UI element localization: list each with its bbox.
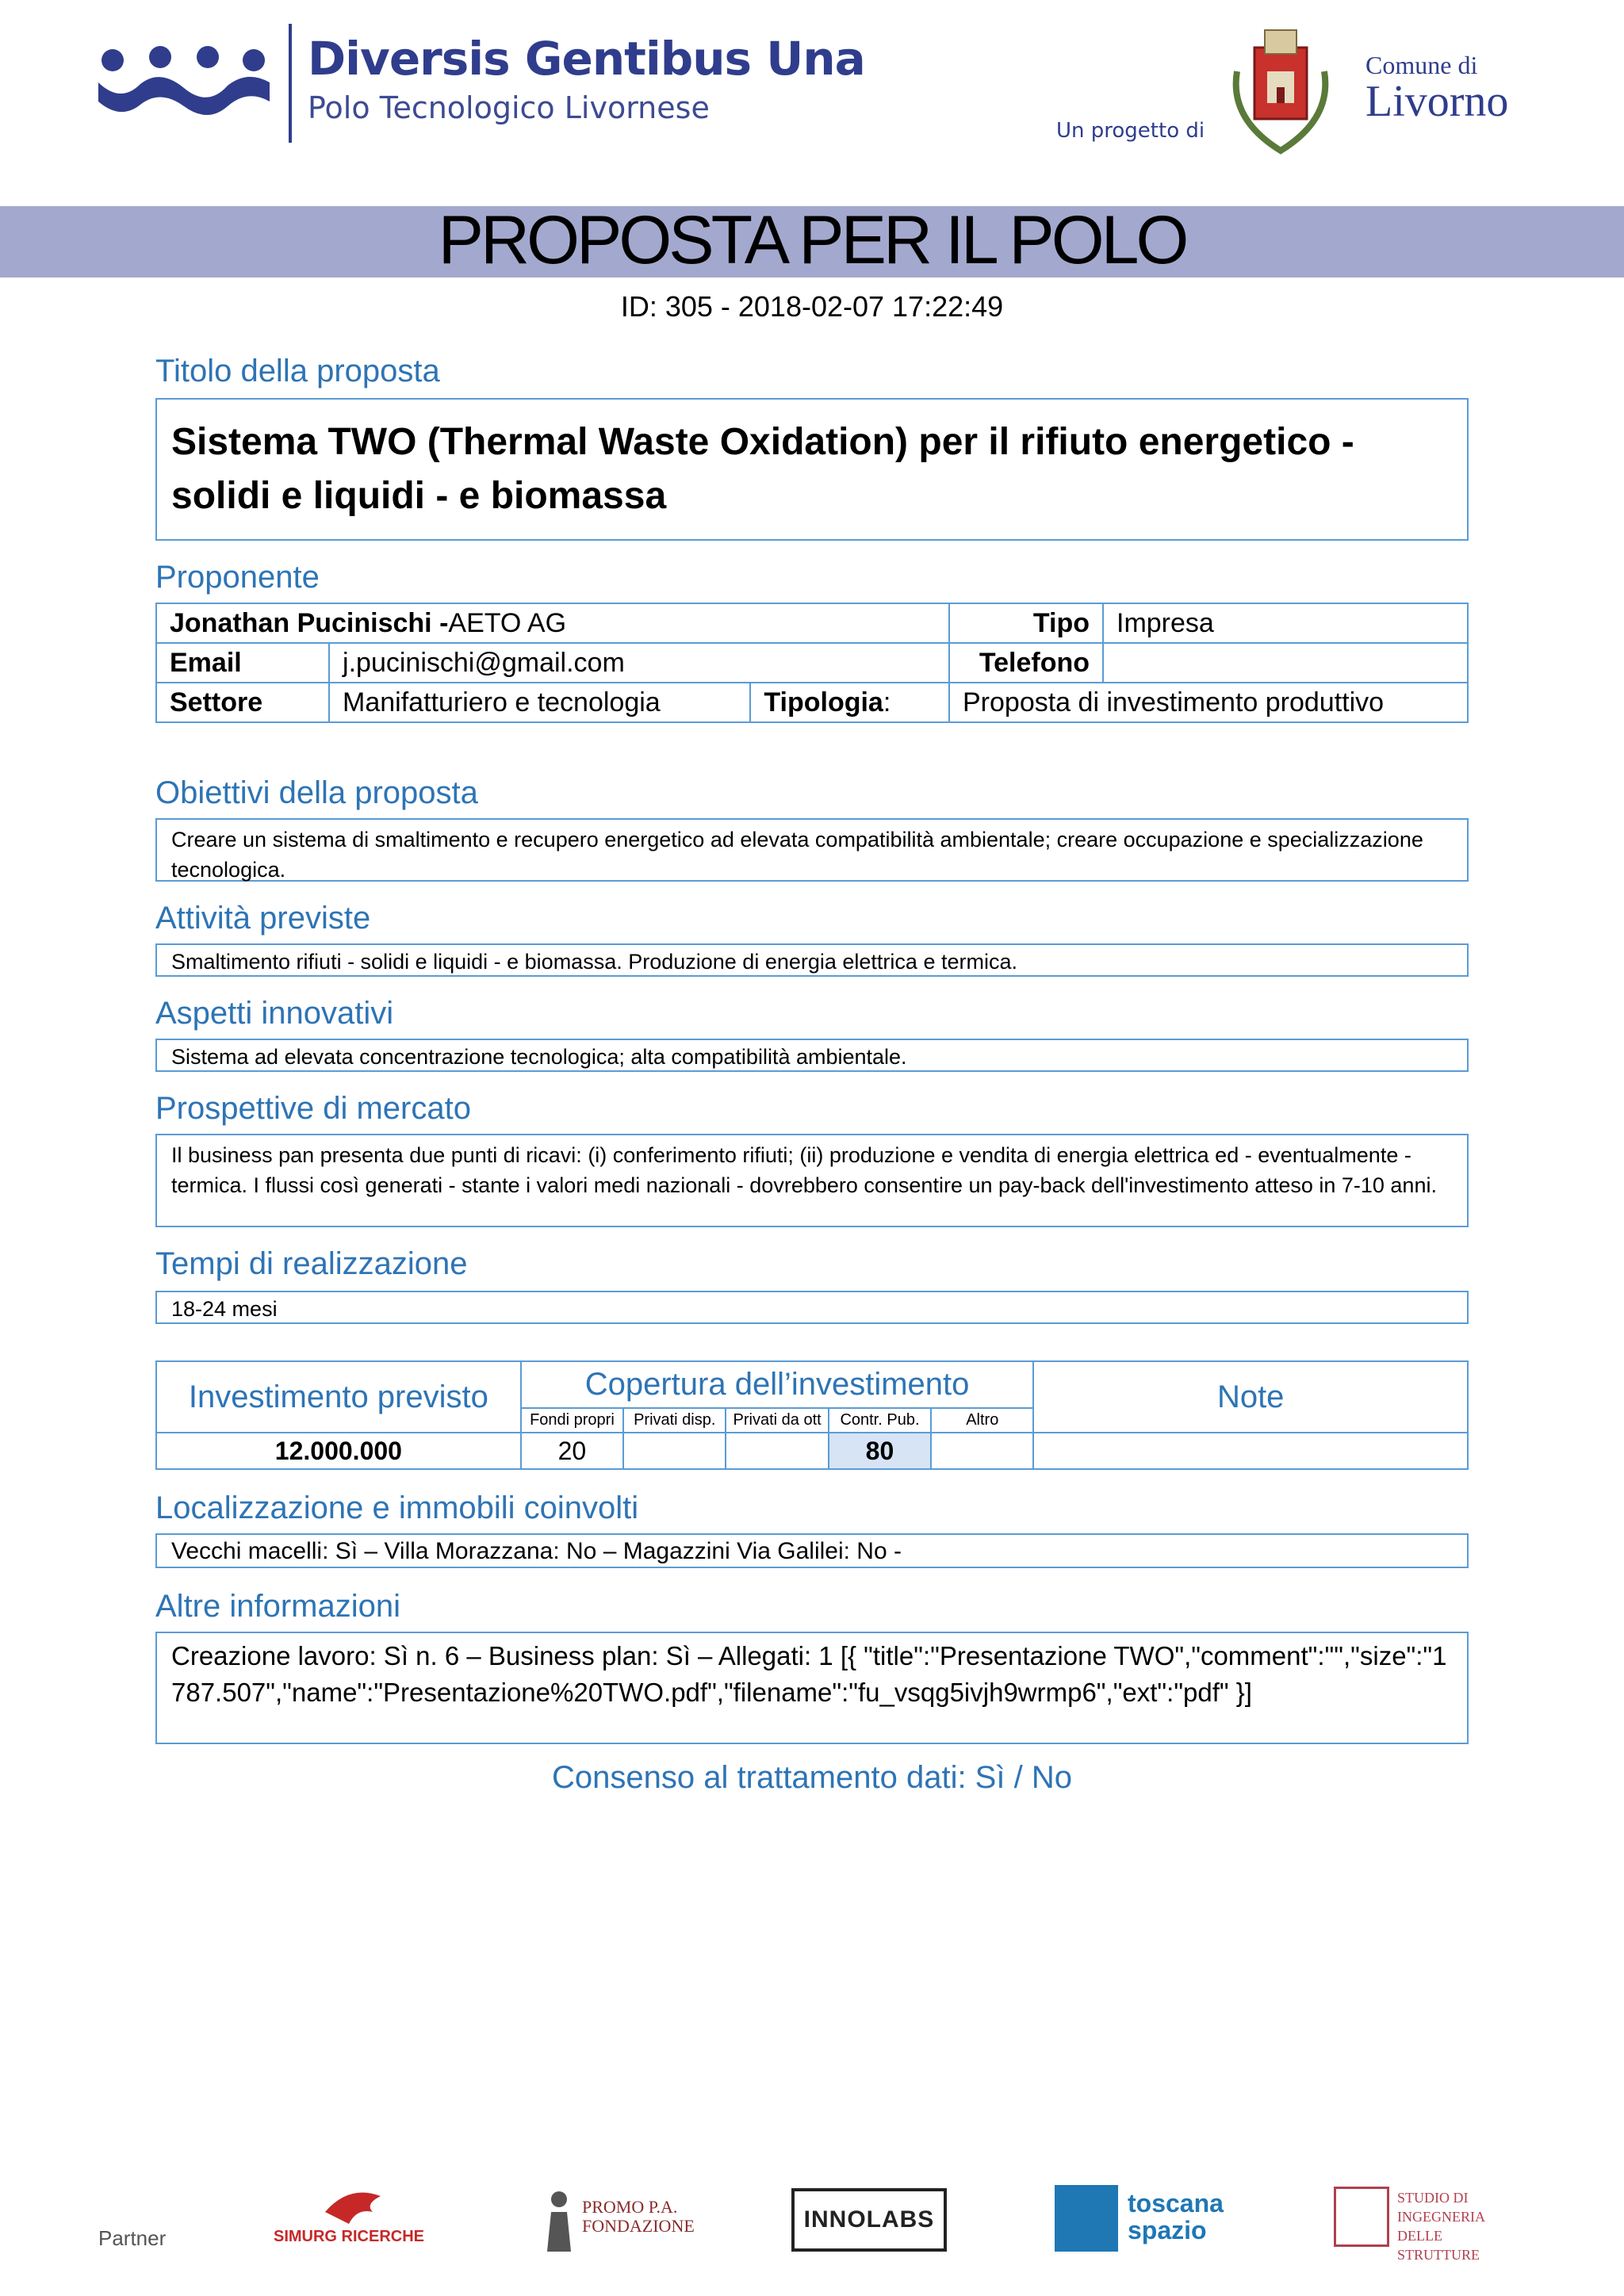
tipo-label: Tipo (949, 603, 1103, 643)
brand-title: Diversis Gentibus Una (308, 32, 865, 86)
value-fondi-propri: 20 (521, 1433, 623, 1469)
partner-label: Partner (98, 2226, 167, 2250)
consenso-line: Consenso al trattamento dati: Sì / No (552, 1760, 1072, 1795)
page-title: PROPOSTA PER IL POLO (438, 202, 1186, 278)
proposal-id: ID: 305 - 2018-02-07 17:22:49 (620, 290, 1004, 323)
tempi-box (155, 1291, 1469, 1324)
col-fondi-propri: Fondi propri (521, 1408, 623, 1433)
col-privati-disp: Privati disp. (623, 1408, 726, 1433)
telefono-value (1103, 643, 1468, 683)
section-heading-aspetti: Aspetti innovativi (155, 996, 394, 1031)
studio-ingegneria-logo (1334, 2180, 1524, 2263)
localizzazione-box (155, 1533, 1469, 1568)
investimento-table (155, 1360, 1469, 1470)
studio-ingegneria-text: STUDIO DI INGEGNERIA DELLE STRUTTURE (1397, 2190, 1484, 2263)
aspetti-text: Sistema ad elevata concentrazione tecnologica; alta compatibilità ambientale. (171, 1045, 907, 1069)
section-heading-localizzazione: Localizzazione e immobili coinvolti (155, 1490, 639, 1525)
promopa-logo (531, 2180, 695, 2260)
value-privati-da-ott (726, 1433, 828, 1469)
copertura-label: Copertura dell’investimento (521, 1361, 1034, 1408)
altre-text: Creazione lavoro: Sì n. 6 – Business plan: Sì – Allegati: 1 [{ "title":"Presentazione TWO","comment":"","size":"1787.507","name":"Presentazione%20TWO.pdf","filename":"fu_vsqg5ivjh9wrmp6","ext":"pdf" }] (171, 1641, 1447, 1707)
proponente-name-cell (156, 603, 949, 643)
brand-subtitle: Polo Tecnologico Livornese (308, 90, 710, 125)
tempi-text: 18-24 mesi (171, 1297, 278, 1321)
titolo-box (155, 398, 1469, 541)
tipologia-label: Tipologia (764, 687, 883, 718)
col-altro: Altro (931, 1408, 1033, 1433)
altre-box (155, 1632, 1469, 1744)
aspetti-box (155, 1039, 1469, 1072)
tipo-value: Impresa (1103, 603, 1468, 643)
innolabs-logo (791, 2188, 947, 2252)
note-value (1033, 1433, 1468, 1469)
simurg-logo-text: SIMURG RICERCHE (273, 2228, 424, 2245)
proposal-title: Sistema TWO (Thermal Waste Oxidation) per il rifiuto energetico - solidi e liquidi - e biomassa (171, 421, 1354, 517)
obiettivi-text: Creare un sistema di smaltimento e recupero energetico ad elevata compatibilità ambientale; creare occupazione e specializzazione tecnologica. (171, 828, 1423, 882)
simurg-bird-icon (270, 2180, 428, 2260)
col-contr-pub: Contr. Pub. (829, 1408, 931, 1433)
col-privati-da-ott: Privati da ott (726, 1408, 828, 1433)
tipologia-colon: : (883, 687, 891, 718)
studio-ingegneria-icon (1334, 2187, 1389, 2247)
email-label: Email (156, 643, 329, 683)
localizzazione-text: Vecchi macelli: Sì – Villa Morazzana: No – Magazzini Via Galilei: No - (171, 1538, 902, 1564)
value-altro (931, 1433, 1033, 1469)
prospettive-text: Il business pan presenta due punti di ricavi: (i) conferimento rifiuti; (ii) produzione e vendita di energia elettrica ed - eventualmente - termica. I flussi così generati - stante i valori medi nazionali - dovrebbero consentire un pay-back dell'investimento atteso in 7-10 anni. (171, 1143, 1437, 1197)
innolabs-logo-text: INNOLABS (803, 2206, 935, 2233)
note-label: Note (1033, 1361, 1468, 1433)
settore-label: Settore (156, 683, 329, 722)
proponente-company: AETO AG (448, 608, 567, 638)
tipologia-value: Proposta di investimento produttivo (949, 683, 1468, 722)
promopa-figure-icon (539, 2188, 579, 2252)
email-value: j.pucinischi@gmail.com (329, 643, 949, 683)
section-heading-prospettive: Prospettive di mercato (155, 1091, 471, 1126)
section-heading-tempi: Tempi di realizzazione (155, 1246, 468, 1281)
dgu-logo-icon (97, 44, 271, 124)
toscana-spazio-logo (1055, 2180, 1245, 2260)
prospettive-box (155, 1134, 1469, 1227)
simurg-logo (270, 2180, 428, 2260)
brand-separator (289, 24, 292, 143)
section-heading-proponente: Proponente (155, 560, 320, 595)
settore-value: Manifatturiero e tecnologia (329, 683, 750, 722)
comune-name: Livorno (1365, 77, 1509, 126)
livorno-crest-icon (1221, 24, 1340, 159)
investimento-label: Investimento previsto (156, 1361, 521, 1433)
obiettivi-box (155, 818, 1469, 882)
toscana-spazio-icon (1055, 2185, 1118, 2252)
telefono-label: Telefono (949, 643, 1103, 683)
investimento-amount: 12.000.000 (156, 1433, 521, 1469)
proponente-name: Jonathan Pucinischi - (170, 608, 449, 638)
toscana-spazio-text: toscana spazio (1128, 2189, 1224, 2244)
progetto-label: Un progetto di (1056, 119, 1205, 143)
tipologia-label-cell (750, 683, 949, 722)
attivita-box (155, 943, 1469, 977)
promopa-logo-text: PROMO P.A. FONDAZIONE (582, 2197, 695, 2236)
value-contr-pub: 80 (829, 1433, 931, 1469)
section-heading-titolo: Titolo della proposta (155, 354, 440, 388)
section-heading-obiettivi: Obiettivi della proposta (155, 775, 478, 810)
value-privati-disp (623, 1433, 726, 1469)
section-heading-altre: Altre informazioni (155, 1589, 401, 1624)
attivita-text: Smaltimento rifiuti - solidi e liquidi - e biomassa. Produzione di energia elettrica e termica. (171, 950, 1017, 974)
proponente-table (155, 603, 1469, 723)
section-heading-attivita: Attività previste (155, 901, 371, 936)
comune-label: Comune di (1365, 51, 1478, 79)
